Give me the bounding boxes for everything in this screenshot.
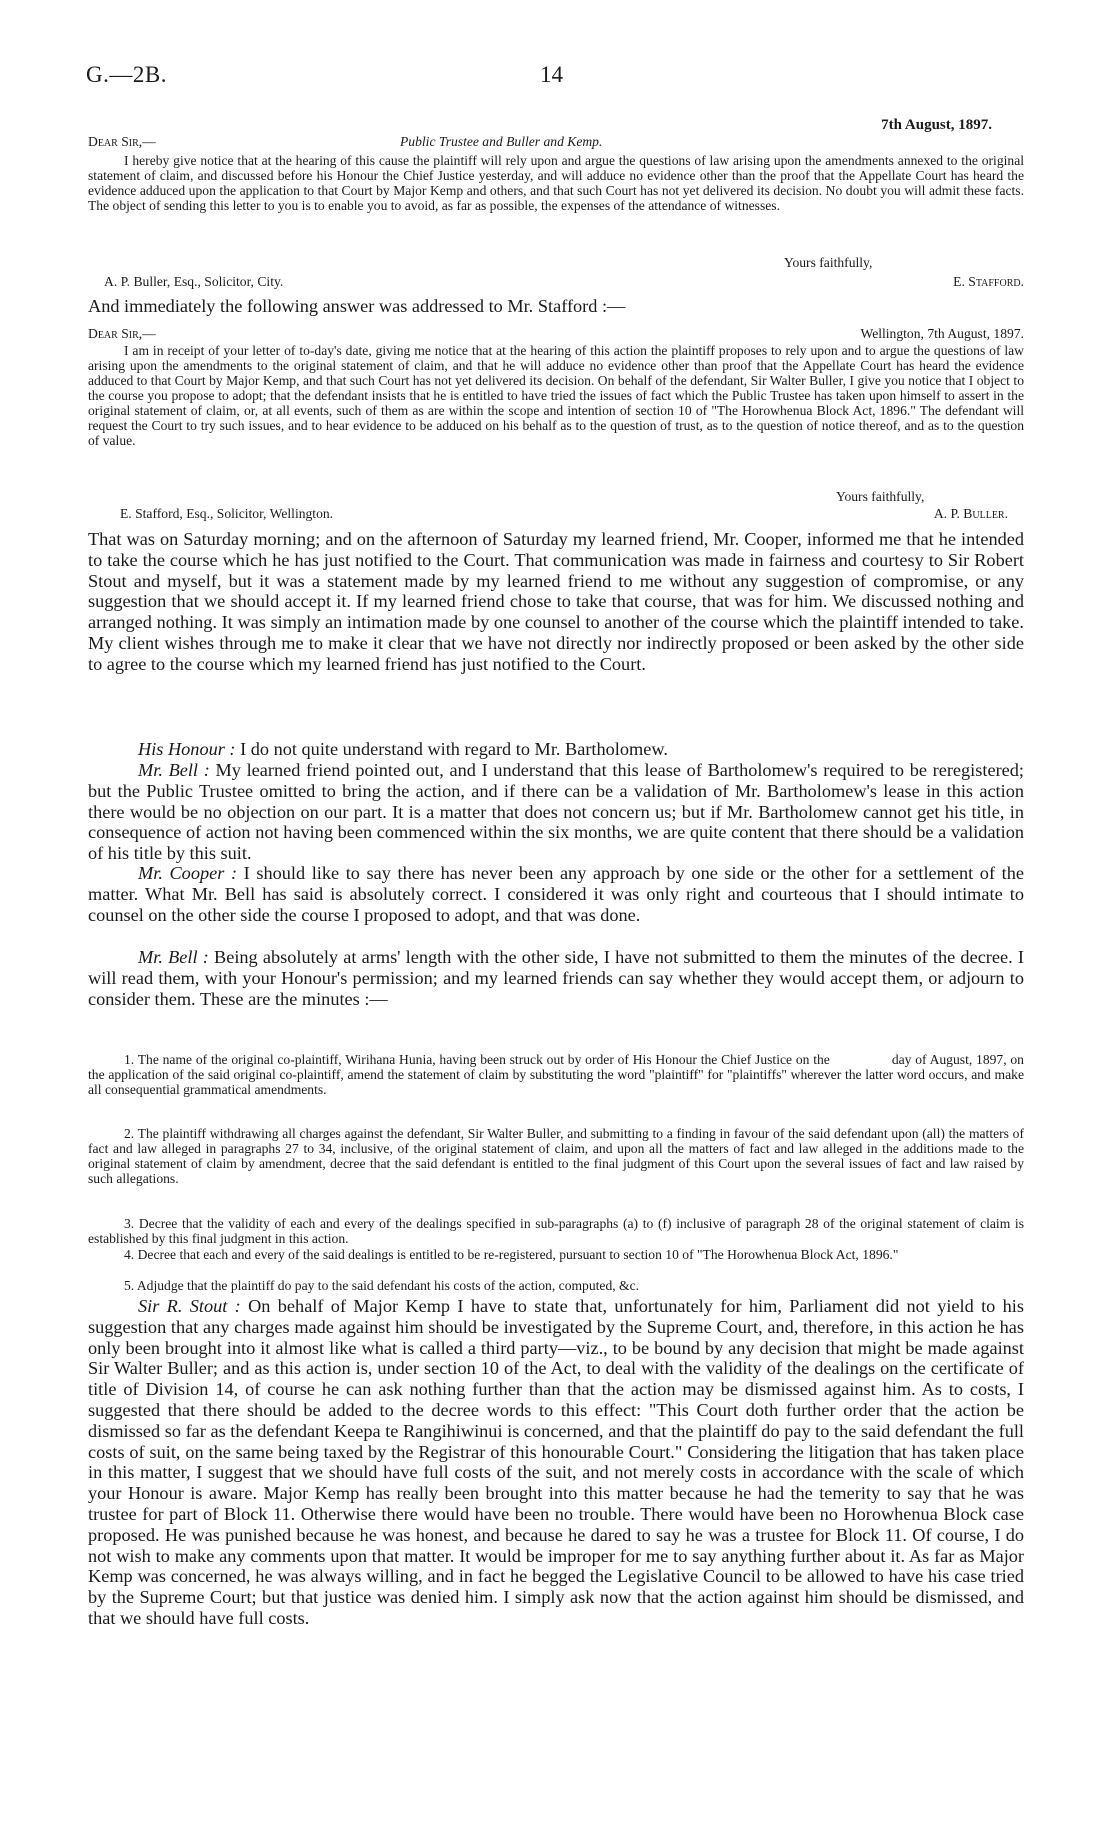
minute-item: 5. Adjudge that the plaintiff do pay to the said defendant his costs of the action, computed, &c. bbox=[124, 1278, 640, 1293]
letter1-subject: Public Trustee and Buller and Kemp. bbox=[400, 134, 603, 149]
speaker-label: Mr. Bell : bbox=[138, 760, 210, 780]
his-honour-speech bbox=[88, 739, 1024, 760]
saturday-paragraph: That was on Saturday morning; and on the afternoon of Saturday my learned friend, Mr. Cooper, informed me that he intended to take the course which he has just notified to the Court. That communication was made in fairness and courtesy to Sir Robert Stout and myself, but it was a statement made by my learned friend to me without any suggestion of compromise, or any suggestion that we should accept it. If my learned friend chose to take that course, that was for him. We discussed nothing and arranged nothing. It was simply an intimation made by one counsel to another of the course which the plaintiff intended to take. My client wishes through me to make it clear that we have not directly nor indirectly proposed or been asked by the other side to agree to the course which my learned friend has just notified to the Court. bbox=[88, 529, 1024, 674]
speech-text: Being absolutely at arms' length with the other side, I have not submitted to them the minutes of the decree. I will read them, with your Honour's permission; and my learned friends can say whether they would accept them, or adjourn to consider them. These are the minutes :— bbox=[88, 947, 1024, 1009]
letter1-signature: E. Stafford. bbox=[953, 274, 1024, 289]
stout-speech bbox=[88, 1296, 1024, 1629]
letter1-date: 7th August, 1897. bbox=[881, 117, 992, 133]
minute-item bbox=[88, 1052, 1024, 1097]
answer-intro: And immediately the following answer was addressed to Mr. Stafford :— bbox=[88, 296, 626, 316]
speech-text: My learned friend pointed out, and I understand that this lease of Bartholomew's required to be reregistered; but the Public Trustee omitted to bring the action, and if there can be a validation of Mr. Bartholomew's lease in this action there would be no objection on our part. It is a matter that does not concern us; but if Mr. Bartholomew cannot get his title, in consequence of action not having been commenced within the six months, we are quite content that there should be a validation of his title by this suit. bbox=[88, 760, 1024, 864]
document-reference: G.—2B. bbox=[86, 62, 167, 87]
letter2-salutation: Dear Sir,— bbox=[88, 326, 156, 341]
letter2-place-date: Wellington, 7th August, 1897. bbox=[860, 326, 1024, 341]
minute-text: 1. The name of the original co-plaintiff, Wirihana Hunia, having been struck out by order of His Honour the Chief Justice on the bbox=[124, 1052, 830, 1067]
letter2-body: I am in receipt of your letter of to-day's date, giving me notice that at the hearing of this action the plaintiff proposes to rely upon and to argue the questions of law arising upon the amendments to the original statement of claim, and that he will adduce no evidence other than proof that the Appellate Court has heard the evidence adduced to that Court by Major Kemp, and that such Court has not yet delivered its decision. On behalf of the defendant, Sir Walter Buller, I give you notice that I object to the course you propose to adopt; that the defendant insists that he is entitled to have tried the issues of fact which the Public Trustee has taken upon himself to assert in the original statement of claim, or, at all events, such of them as are within the scope and intention of section 10 of "The Horowhenua Block Act, 1896." The defendant will request the Court to try such issues, and to hear evidence to be adduced on his behalf as to the question of trust, as to the question of notice thereof, and as to the question of value. bbox=[88, 343, 1024, 448]
letter2-signature: A. P. Buller. bbox=[933, 506, 1008, 521]
letter1-addressee: A. P. Buller, Esq., Solicitor, City. bbox=[104, 274, 284, 289]
speaker-label: Mr. Bell : bbox=[138, 947, 209, 967]
letter1-closing: Yours faithfully, bbox=[784, 255, 873, 270]
minute-item: 4. Decree that each and every of the said dealings is entitled to be re-registered, pursuant to section 10 of "The Horowhenua Block Act, 1896." bbox=[124, 1247, 899, 1262]
minute-text-continued: day of August, 1897, on the application of the said original co-plaintiff, amend the statement of claim by substituting the word "plaintiff" for "plaintiffs" wherever the latter word occurs, and make all consequential grammatical amendments. bbox=[88, 1052, 1024, 1097]
letter1-salutation: Dear Sir,— bbox=[88, 134, 156, 149]
speaker-label: Sir R. Stout : bbox=[138, 1296, 241, 1316]
speaker-label: His Honour : bbox=[138, 739, 236, 759]
minute-item: 3. Decree that the validity of each and every of the dealings specified in sub-paragraphs (a) to (f) inclusive of paragraph 28 of the original statement of claim is established by this final judgment in this action. bbox=[88, 1216, 1024, 1246]
letter2-addressee: E. Stafford, Esq., Solicitor, Wellington. bbox=[120, 506, 334, 521]
minute-item: 2. The plaintiff withdrawing all charges against the defendant, Sir Walter Buller, and submitting to a finding in favour of the said defendant upon (all) the matters of fact and law alleged in paragraphs 27 to 34, inclusive, of the original statement of claim, and upon all the matters of fact and law alleged in the additions made to the original statement of claim by amendment, decree that the said defendant is entitled to the final judgment of this Court upon the several issues of fact and law raised by such allegations. bbox=[88, 1126, 1024, 1186]
cooper-speech bbox=[88, 863, 1024, 925]
page-number: 14 bbox=[540, 62, 563, 87]
letter2-closing: Yours faithfully, bbox=[836, 489, 925, 504]
bell-speech-2 bbox=[88, 947, 1024, 1009]
speaker-label: Mr. Cooper : bbox=[138, 863, 238, 883]
speech-text: I do not quite understand with regard to Mr. Bartholomew. bbox=[240, 739, 668, 759]
speech-text: On behalf of Major Kemp I have to state that, unfortunately for him, Parliament did not yield to his suggestion that any charges made against him should be investigated by the Supreme Court, and, therefore, in this action he has only been brought into it almost like what is called a third party—viz., to be bound by any decision that might be made against Sir Walter Buller; and as this action is, under section 10 of the Act, to deal with the validity of the dealings on the certificate of title of Division 14, of course he can ask nothing further than that the action may be dismissed against him. As to costs, I suggested that there should be added to the decree words to this effect: "This Court doth further order that the action be dismissed so far as the defendant Keepa te Rangihiwinui is concerned, and that the plaintiff do pay to the said defendant the full costs of suit, on the same being taxed by the Registrar of this honourable Court." Considering the litigation that has taken place in this matter, I suggest that we should have full costs of the suit, and not merely costs in accordance with the scale of which your Honour is aware. Major Kemp has really been brought into this matter because he had the temerity to say that he was trustee for part of Block 11. Otherwise there would have been no trouble. There would have been no Horowhenua Block case proposed. He was punished because he was honest, and because he dared to say he was a trustee for Block 11. Of course, I do not wish to make any comments upon that matter. It would be improper for me to say anything further about it. As far as Major Kemp was concerned, he was always willing, and in fact he begged the Legislative Council to be allowed to have his case tried by the Supreme Court; but that justice was denied him. I simply ask now that the action against him should be dismissed, and that we should have full costs. bbox=[88, 1296, 1024, 1628]
letter1-body: I hereby give notice that at the hearing of this cause the plaintiff will rely upon and argue the questions of law arising upon the amendments annexed to the original statement of claim, and discussed before his Honour the Chief Justice yesterday, and will adduce no evidence other than the proof that the Appellate Court has heard the evidence adduced upon the application to that Court by Major Kemp and others, and that such Court has not yet delivered its decision. No doubt you will admit these facts. The object of sending this letter to you is to enable you to avoid, as far as possible, the expenses of the attendance of witnesses. bbox=[88, 153, 1024, 213]
bell-speech-1 bbox=[88, 760, 1024, 864]
speech-text: I should like to say there has never been any approach by one side or the other for a settlement of the matter. What Mr. Bell has said is absolutely correct. I considered it was only right and courteous that I should intimate to counsel on the other side the course I proposed to adopt, and that was done. bbox=[88, 863, 1024, 925]
